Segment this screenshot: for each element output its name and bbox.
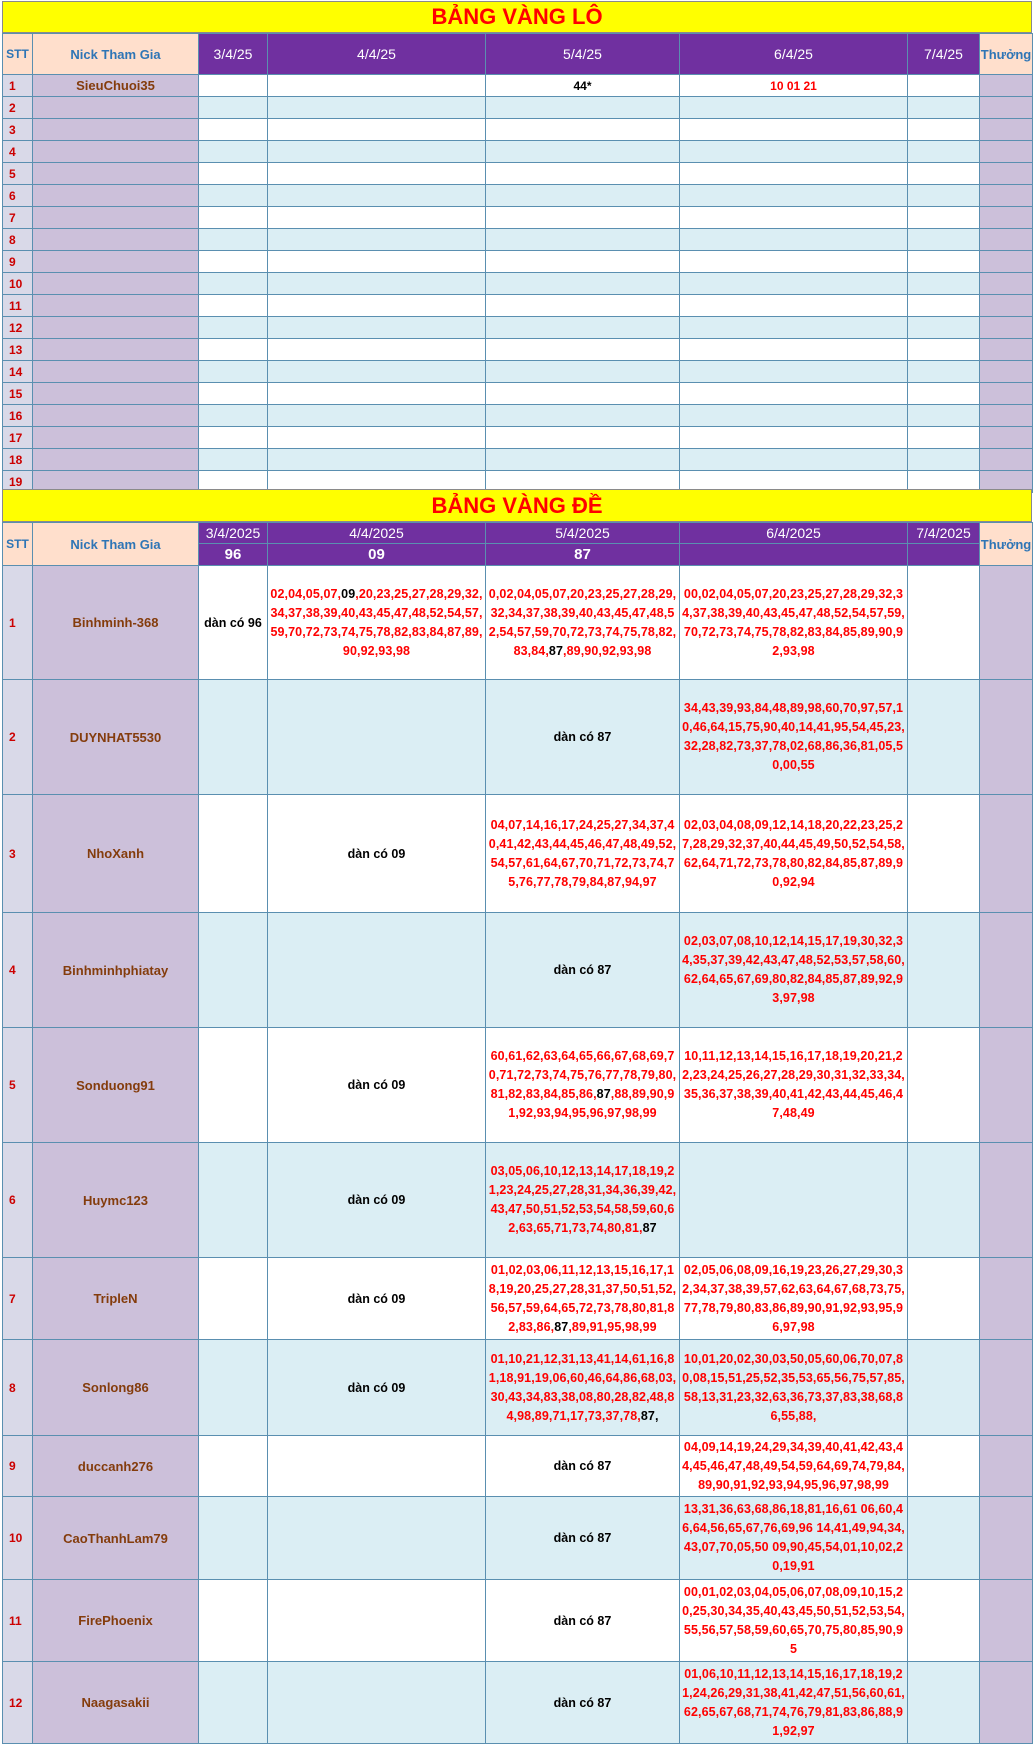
lo-cell-d5[interactable]	[486, 405, 680, 427]
de-row-thuong	[980, 913, 1033, 1028]
de-row-nick[interactable]: DUYNHAT5530	[33, 680, 199, 795]
de-cell-d3[interactable]	[199, 1340, 268, 1436]
de-row-nick[interactable]: Huymc123	[33, 1143, 199, 1258]
de-cell-d7[interactable]	[908, 1143, 980, 1258]
de-header-date: 6/4/2025	[680, 523, 908, 544]
lo-cell-d6[interactable]	[680, 383, 908, 405]
de-row-thuong	[980, 1028, 1033, 1143]
lo-row-nick[interactable]	[33, 119, 199, 141]
de-cell-d6[interactable]: 04,09,14,19,24,29,34,39,40,41,42,43,44,45,46,47,48,49,54,59,64,69,74,79,84,89,90,91,92,93,94,95,96,97,98,99	[680, 1436, 908, 1497]
lo-cell-d6[interactable]	[680, 317, 908, 339]
lo-row-nick[interactable]	[33, 229, 199, 251]
de-row-thuong	[980, 1662, 1033, 1744]
lo-row	[3, 295, 1033, 317]
de-result: 87	[486, 544, 680, 566]
lo-row-nick[interactable]	[33, 317, 199, 339]
lo-cell-d5[interactable]	[486, 97, 680, 119]
de-cell-d4[interactable]	[268, 1580, 486, 1662]
lo-cell-d5[interactable]	[486, 229, 680, 251]
de-header-thuong: Thưởng	[980, 523, 1033, 566]
de-cell-d6[interactable]: 00,01,02,03,04,05,06,07,08,09,10,15,20,25,30,34,35,40,43,45,50,51,52,53,54,55,56,57,58,59,60,65,70,75,80,85,90,95	[680, 1580, 908, 1662]
lo-cell-d4[interactable]	[268, 75, 486, 97]
de-cell-d5[interactable]: dàn có 87	[486, 913, 680, 1028]
lo-cell-d5[interactable]	[486, 273, 680, 295]
lo-row-stt: 14	[3, 361, 33, 383]
de-row-nick[interactable]: duccanh276	[33, 1436, 199, 1497]
de-row-thuong	[980, 1340, 1033, 1436]
lo-cell-d5[interactable]	[486, 251, 680, 273]
de-cell-d3[interactable]	[199, 1436, 268, 1497]
de-cell-d4[interactable]: dàn có 09	[268, 795, 486, 913]
de-result: 09	[268, 544, 486, 566]
de-result	[680, 544, 908, 566]
lo-cell-d3[interactable]	[199, 185, 268, 207]
de-row	[3, 1580, 1033, 1662]
lo-cell-d7[interactable]	[908, 97, 980, 119]
lo-cell-d4[interactable]	[268, 339, 486, 361]
de-cell-d6[interactable]: 10,01,20,02,30,03,50,05,60,06,70,07,80,08,15,51,25,52,35,53,65,56,75,57,85,58,13,31,23,32,63,36,73,37,83,38,68,86,55,88,	[680, 1340, 908, 1436]
lo-header-thuong: Thưởng	[980, 34, 1033, 75]
lo-row	[3, 207, 1033, 229]
lo-row-stt: 16	[3, 405, 33, 427]
lo-cell-d6[interactable]	[680, 339, 908, 361]
lo-row-stt: 4	[3, 141, 33, 163]
lo-row-nick[interactable]	[33, 383, 199, 405]
lo-row-thuong	[980, 75, 1033, 97]
de-cell-d5[interactable]: 04,07,14,16,17,24,25,27,34,37,40,41,42,43,44,45,46,47,48,49,52,54,57,61,64,67,70,71,72,73,74,75,76,77,78,79,84,87,94,97	[486, 795, 680, 913]
lo-row-nick[interactable]	[33, 163, 199, 185]
de-row-nick[interactable]: Binhminh-368	[33, 566, 199, 680]
de-row	[3, 1436, 1033, 1497]
lo-row	[3, 75, 1033, 97]
de-cell-d4[interactable]: dàn có 09	[268, 1028, 486, 1143]
de-cell-d4[interactable]	[268, 1497, 486, 1580]
de-row-nick[interactable]: Sonlong86	[33, 1340, 199, 1436]
de-row-thuong	[980, 795, 1033, 913]
lo-header-date: 5/4/25	[486, 34, 680, 75]
lo-cell-d6[interactable]	[680, 361, 908, 383]
lo-row-stt: 13	[3, 339, 33, 361]
de-result	[908, 544, 980, 566]
lo-header-nick: Nick Tham Gia	[33, 34, 199, 75]
de-cell-d7[interactable]	[908, 1436, 980, 1497]
lo-row-nick[interactable]	[33, 273, 199, 295]
lo-row-stt: 12	[3, 317, 33, 339]
lo-cell-d7[interactable]	[908, 339, 980, 361]
lo-cell-d4[interactable]	[268, 273, 486, 295]
lo-cell-d6[interactable]	[680, 229, 908, 251]
lo-row	[3, 339, 1033, 361]
lo-cell-d6[interactable]	[680, 97, 908, 119]
de-row-stt: 3	[3, 795, 33, 913]
de-cell-d3[interactable]	[199, 1258, 268, 1340]
de-cell-d7[interactable]	[908, 795, 980, 913]
de-cell-d6[interactable]: 01,06,10,11,12,13,14,15,16,17,18,19,21,24,26,29,31,38,41,42,47,51,56,60,61,62,65,67,68,71,74,76,79,81,83,86,88,91,92,97	[680, 1662, 908, 1744]
lo-row-nick[interactable]	[33, 361, 199, 383]
de-header-nick: Nick Tham Gia	[33, 523, 199, 566]
de-cell-d7[interactable]	[908, 1580, 980, 1662]
de-row-thuong	[980, 566, 1033, 680]
de-cell-d7[interactable]	[908, 680, 980, 795]
de-header-date: 3/4/2025	[199, 523, 268, 544]
lo-cell-d3[interactable]	[199, 361, 268, 383]
lo-cell-d6[interactable]	[680, 295, 908, 317]
lo-cell-d3[interactable]	[199, 383, 268, 405]
lo-row-thuong	[980, 339, 1033, 361]
lo-row	[3, 273, 1033, 295]
lo-row-thuong	[980, 427, 1033, 449]
lo-cell-d3[interactable]	[199, 273, 268, 295]
de-row-stt: 4	[3, 913, 33, 1028]
lo-row	[3, 97, 1033, 119]
de-row-thuong	[980, 1436, 1033, 1497]
de-cell-d3[interactable]	[199, 1580, 268, 1662]
de-cell-d3[interactable]	[199, 1028, 268, 1143]
lo-row-thuong	[980, 405, 1033, 427]
lo-row-stt: 3	[3, 119, 33, 141]
lo-cell-d7[interactable]	[908, 273, 980, 295]
lo-row	[3, 229, 1033, 251]
lo-table	[2, 33, 1033, 493]
lo-cell-d3[interactable]	[199, 449, 268, 471]
de-header-date: 7/4/2025	[908, 523, 980, 544]
lo-row	[3, 251, 1033, 273]
lo-cell-d5[interactable]: 44*	[486, 75, 680, 97]
lo-cell-d6[interactable]	[680, 185, 908, 207]
lo-row-thuong	[980, 295, 1033, 317]
lo-cell-d5[interactable]	[486, 317, 680, 339]
lo-cell-d3[interactable]	[199, 75, 268, 97]
lo-header-stt: STT	[3, 34, 33, 75]
lo-row-thuong	[980, 449, 1033, 471]
lo-cell-d7[interactable]	[908, 449, 980, 471]
lo-row	[3, 119, 1033, 141]
de-header-date: 4/4/2025	[268, 523, 486, 544]
lo-row	[3, 185, 1033, 207]
lo-cell-d6[interactable]: 10 01 21	[680, 75, 908, 97]
lo-cell-d3[interactable]	[199, 405, 268, 427]
lo-row-stt: 5	[3, 163, 33, 185]
de-row-thuong	[980, 1143, 1033, 1258]
de-cell-d4[interactable]: 02,04,05,07,09,20,23,25,27,28,29,32,34,37,38,39,40,43,45,47,48,52,54,57,59,70,72,73,74,75,78,82,83,84,87,89,90,92,93,98	[268, 566, 486, 680]
de-row-stt: 10	[3, 1497, 33, 1580]
de-row-nick[interactable]: NhoXanh	[33, 795, 199, 913]
de-cell-d5[interactable]: dàn có 87	[486, 680, 680, 795]
lo-row-stt: 9	[3, 251, 33, 273]
lo-cell-d6[interactable]	[680, 405, 908, 427]
de-row	[3, 566, 1033, 680]
de-cell-d6[interactable]: 00,02,04,05,07,20,23,25,27,28,29,32,34,37,38,39,40,43,45,47,48,52,54,57,59,70,72,73,74,75,78,82,83,84,85,89,90,92,93,98	[680, 566, 908, 680]
lo-cell-d7[interactable]	[908, 141, 980, 163]
lo-header-date: 3/4/25	[199, 34, 268, 75]
de-header-date: 5/4/2025	[486, 523, 680, 544]
lo-cell-d5[interactable]	[486, 339, 680, 361]
de-cell-d7[interactable]	[908, 1340, 980, 1436]
lo-row-stt: 7	[3, 207, 33, 229]
lo-row-stt: 6	[3, 185, 33, 207]
lo-cell-d4[interactable]	[268, 361, 486, 383]
lo-cell-d4[interactable]	[268, 449, 486, 471]
lo-cell-d4[interactable]	[268, 97, 486, 119]
lo-row	[3, 427, 1033, 449]
lo-cell-d4[interactable]	[268, 405, 486, 427]
lo-cell-d7[interactable]	[908, 207, 980, 229]
de-cell-d6[interactable]: 13,31,36,63,68,86,18,81,16,61 06,60,46,64,56,65,67,76,69,96 14,41,49,94,34,43,07,70,05,50 09,90,45,54,01,10,02,20,19,91	[680, 1497, 908, 1580]
lo-cell-d3[interactable]	[199, 163, 268, 185]
lo-cell-d6[interactable]	[680, 273, 908, 295]
lo-row-nick[interactable]	[33, 449, 199, 471]
lo-cell-d5[interactable]	[486, 185, 680, 207]
lo-row-thuong	[980, 163, 1033, 185]
lo-row-thuong	[980, 383, 1033, 405]
lo-cell-d6[interactable]	[680, 163, 908, 185]
de-cell-d6[interactable]: 02,05,06,08,09,16,19,23,26,27,29,30,32,34,37,38,39,57,62,63,64,67,68,73,75,77,78,79,80,83,86,89,90,91,92,93,95,96,97,98	[680, 1258, 908, 1340]
de-header-stt: STT	[3, 523, 33, 566]
de-row-nick[interactable]: FirePhoenix	[33, 1580, 199, 1662]
de-row	[3, 1662, 1033, 1744]
de-cell-d5[interactable]: dàn có 87	[486, 1580, 680, 1662]
lo-row-stt: 10	[3, 273, 33, 295]
lo-row-thuong	[980, 251, 1033, 273]
lo-cell-d3[interactable]	[199, 251, 268, 273]
lo-cell-d5[interactable]	[486, 295, 680, 317]
lo-cell-d6[interactable]	[680, 427, 908, 449]
de-row-stt: 12	[3, 1662, 33, 1744]
de-cell-d3[interactable]	[199, 680, 268, 795]
de-cell-d3[interactable]	[199, 1497, 268, 1580]
de-row-thuong	[980, 680, 1033, 795]
lo-cell-d5[interactable]	[486, 119, 680, 141]
de-row-nick[interactable]: Binhminhphiatay	[33, 913, 199, 1028]
de-cell-d4[interactable]	[268, 1436, 486, 1497]
lo-row-stt: 15	[3, 383, 33, 405]
de-cell-d6[interactable]	[680, 1143, 908, 1258]
de-cell-d4[interactable]: dàn có 09	[268, 1340, 486, 1436]
lo-row	[3, 163, 1033, 185]
lo-cell-d5[interactable]	[486, 427, 680, 449]
de-row	[3, 1028, 1033, 1143]
lo-cell-d7[interactable]	[908, 361, 980, 383]
lo-cell-d3[interactable]	[199, 427, 268, 449]
lo-row-thuong	[980, 207, 1033, 229]
lo-cell-d3[interactable]	[199, 339, 268, 361]
lo-cell-d4[interactable]	[268, 229, 486, 251]
lo-row	[3, 449, 1033, 471]
de-row-nick[interactable]: Sonduong91	[33, 1028, 199, 1143]
lo-cell-d5[interactable]	[486, 449, 680, 471]
lo-cell-d3[interactable]	[199, 97, 268, 119]
lo-row-thuong	[980, 185, 1033, 207]
de-table	[2, 522, 1033, 1744]
de-row-stt: 6	[3, 1143, 33, 1258]
lo-cell-d7[interactable]	[908, 383, 980, 405]
lo-cell-d6[interactable]	[680, 119, 908, 141]
de-cell-d7[interactable]	[908, 1662, 980, 1744]
de-row-nick[interactable]: CaoThanhLam79	[33, 1497, 199, 1580]
lo-cell-d7[interactable]	[908, 317, 980, 339]
lo-cell-d7[interactable]	[908, 185, 980, 207]
lo-row-stt: 8	[3, 229, 33, 251]
lo-row-nick[interactable]	[33, 251, 199, 273]
de-title: BẢNG VÀNG ĐỀ	[2, 489, 1032, 522]
lo-row-thuong	[980, 229, 1033, 251]
de-cell-d7[interactable]	[908, 1497, 980, 1580]
de-row	[3, 913, 1033, 1028]
de-cell-d6[interactable]: 02,03,07,08,10,12,14,15,17,19,30,32,34,35,37,39,42,43,47,48,52,53,57,58,60,62,64,65,67,69,80,82,84,85,87,89,92,93,97,98	[680, 913, 908, 1028]
lo-cell-d7[interactable]	[908, 295, 980, 317]
de-row-nick[interactable]: Naagasakii	[33, 1662, 199, 1744]
lo-row-nick[interactable]	[33, 427, 199, 449]
de-row	[3, 680, 1033, 795]
lo-cell-d5[interactable]	[486, 361, 680, 383]
lo-row-nick[interactable]: SieuChuoi35	[33, 75, 199, 97]
de-cell-d6[interactable]: 34,43,39,93,84,48,89,98,60,70,97,57,10,46,64,15,75,90,40,14,41,95,54,45,23,32,28,82,73,37,78,02,68,86,36,81,05,50,00,55	[680, 680, 908, 795]
lo-row	[3, 383, 1033, 405]
lo-row-nick[interactable]	[33, 141, 199, 163]
lo-row	[3, 405, 1033, 427]
de-cell-d4[interactable]: dàn có 09	[268, 1258, 486, 1340]
lo-row	[3, 317, 1033, 339]
de-cell-d5[interactable]: dàn có 87	[486, 1436, 680, 1497]
lo-cell-d3[interactable]	[199, 295, 268, 317]
lo-row-stt: 11	[3, 295, 33, 317]
lo-row-stt: 18	[3, 449, 33, 471]
de-cell-d4[interactable]	[268, 1662, 486, 1744]
de-cell-d3[interactable]	[199, 795, 268, 913]
de-cell-d7[interactable]	[908, 1258, 980, 1340]
lo-row-thuong	[980, 361, 1033, 383]
de-row	[3, 1143, 1033, 1258]
lo-cell-d4[interactable]	[268, 185, 486, 207]
de-cell-d4[interactable]	[268, 913, 486, 1028]
lo-cell-d7[interactable]	[908, 251, 980, 273]
lo-row-nick[interactable]	[33, 185, 199, 207]
de-cell-d5[interactable]: 0,02,04,05,07,20,23,25,27,28,29,32,34,37,38,39,40,43,45,47,48,52,54,57,59,70,72,73,74,75,78,82,83,84,87,89,90,92,93,98	[486, 566, 680, 680]
de-row-stt: 8	[3, 1340, 33, 1436]
lo-cell-d4[interactable]	[268, 163, 486, 185]
lo-header-date: 4/4/25	[268, 34, 486, 75]
de-row-nick[interactable]: TripleN	[33, 1258, 199, 1340]
de-cell-d4[interactable]	[268, 680, 486, 795]
de-cell-d5[interactable]: dàn có 87	[486, 1662, 680, 1744]
lo-row	[3, 361, 1033, 383]
lo-cell-d4[interactable]	[268, 251, 486, 273]
de-cell-d5[interactable]: 01,10,21,12,31,13,41,14,61,16,81,18,91,19,06,60,46,64,86,68,03,30,43,34,83,38,08,80,28,82,48,84,98,89,71,17,73,37,78,87,	[486, 1340, 680, 1436]
lo-cell-d3[interactable]	[199, 317, 268, 339]
de-row-stt: 1	[3, 566, 33, 680]
lo-cell-d4[interactable]	[268, 295, 486, 317]
lo-cell-d4[interactable]	[268, 383, 486, 405]
lo-cell-d4[interactable]	[268, 207, 486, 229]
de-cell-d7[interactable]	[908, 566, 980, 680]
lo-row-nick[interactable]	[33, 405, 199, 427]
lo-row-thuong	[980, 119, 1033, 141]
lo-cell-d6[interactable]	[680, 251, 908, 273]
lo-cell-d5[interactable]	[486, 141, 680, 163]
lo-cell-d7[interactable]	[908, 163, 980, 185]
lo-row-stt: 2	[3, 97, 33, 119]
lo-row-stt: 1	[3, 75, 33, 97]
de-row	[3, 1497, 1033, 1580]
de-cell-d5[interactable]: 60,61,62,63,64,65,66,67,68,69,70,71,72,73,74,75,76,77,78,79,80,81,82,83,84,85,86,87,88,89,90,91,92,93,94,95,96,97,98,99	[486, 1028, 680, 1143]
lo-row-nick[interactable]	[33, 295, 199, 317]
lo-cell-d3[interactable]	[199, 207, 268, 229]
lo-cell-d4[interactable]	[268, 317, 486, 339]
lo-cell-d5[interactable]	[486, 207, 680, 229]
de-row	[3, 1340, 1033, 1436]
lo-row	[3, 141, 1033, 163]
de-row	[3, 1258, 1033, 1340]
lo-row-nick[interactable]	[33, 97, 199, 119]
lo-cell-d3[interactable]	[199, 229, 268, 251]
de-row-stt: 5	[3, 1028, 33, 1143]
lo-cell-d7[interactable]	[908, 229, 980, 251]
lo-cell-d5[interactable]	[486, 163, 680, 185]
de-cell-d6[interactable]: 02,03,04,08,09,12,14,18,20,22,23,25,27,28,29,32,37,40,44,45,49,50,52,54,58,62,64,71,72,73,78,80,82,84,85,87,89,90,92,94	[680, 795, 908, 913]
de-cell-d5[interactable]: 01,02,03,06,11,12,13,15,16,17,18,19,20,25,27,28,31,37,50,51,52,56,57,59,64,65,72,73,78,80,81,82,83,86,87,89,91,95,98,99	[486, 1258, 680, 1340]
lo-cell-d5[interactable]	[486, 383, 680, 405]
lo-header-date: 6/4/25	[680, 34, 908, 75]
lo-row-stt: 17	[3, 427, 33, 449]
de-result: 96	[199, 544, 268, 566]
de-cell-d5[interactable]: dàn có 87	[486, 1497, 680, 1580]
lo-cell-d6[interactable]	[680, 141, 908, 163]
lo-cell-d7[interactable]	[908, 75, 980, 97]
de-cell-d3[interactable]	[199, 1662, 268, 1744]
lo-row-thuong	[980, 141, 1033, 163]
de-row-thuong	[980, 1497, 1033, 1580]
de-cell-d3[interactable]: dàn có 96	[199, 566, 268, 680]
de-cell-d4[interactable]: dàn có 09	[268, 1143, 486, 1258]
lo-cell-d4[interactable]	[268, 119, 486, 141]
de-row-stt: 2	[3, 680, 33, 795]
lo-title: BẢNG VÀNG LÔ	[2, 1, 1032, 33]
lo-cell-d4[interactable]	[268, 141, 486, 163]
de-row-thuong	[980, 1258, 1033, 1340]
lo-row-stt: 19	[3, 471, 33, 493]
de-row-stt: 11	[3, 1580, 33, 1662]
de-row	[3, 795, 1033, 913]
de-cell-d3[interactable]	[199, 913, 268, 1028]
lo-cell-d3[interactable]	[199, 119, 268, 141]
lo-cell-d7[interactable]	[908, 119, 980, 141]
de-cell-d5[interactable]: 03,05,06,10,12,13,14,17,18,19,21,23,24,25,27,28,31,34,36,39,42,43,47,50,51,52,53,54,58,59,60,62,63,65,71,73,74,80,81,87	[486, 1143, 680, 1258]
de-row-stt: 9	[3, 1436, 33, 1497]
de-cell-d7[interactable]	[908, 913, 980, 1028]
lo-row-nick[interactable]	[33, 339, 199, 361]
de-cell-d6[interactable]: 10,11,12,13,14,15,16,17,18,19,20,21,22,23,24,25,26,27,28,29,30,31,32,33,34,35,36,37,38,39,40,41,42,43,44,45,46,47,48,49	[680, 1028, 908, 1143]
lo-cell-d7[interactable]	[908, 405, 980, 427]
lo-cell-d7[interactable]	[908, 427, 980, 449]
lo-cell-d4[interactable]	[268, 427, 486, 449]
lo-cell-d6[interactable]	[680, 207, 908, 229]
lo-row-thuong	[980, 273, 1033, 295]
de-row-stt: 7	[3, 1258, 33, 1340]
de-row-thuong	[980, 1580, 1033, 1662]
lo-row-nick[interactable]	[33, 207, 199, 229]
de-cell-d7[interactable]	[908, 1028, 980, 1143]
de-cell-d3[interactable]	[199, 1143, 268, 1258]
lo-cell-d6[interactable]	[680, 449, 908, 471]
lo-row-thuong	[980, 97, 1033, 119]
lo-header-date: 7/4/25	[908, 34, 980, 75]
lo-cell-d3[interactable]	[199, 141, 268, 163]
lo-row-thuong	[980, 317, 1033, 339]
